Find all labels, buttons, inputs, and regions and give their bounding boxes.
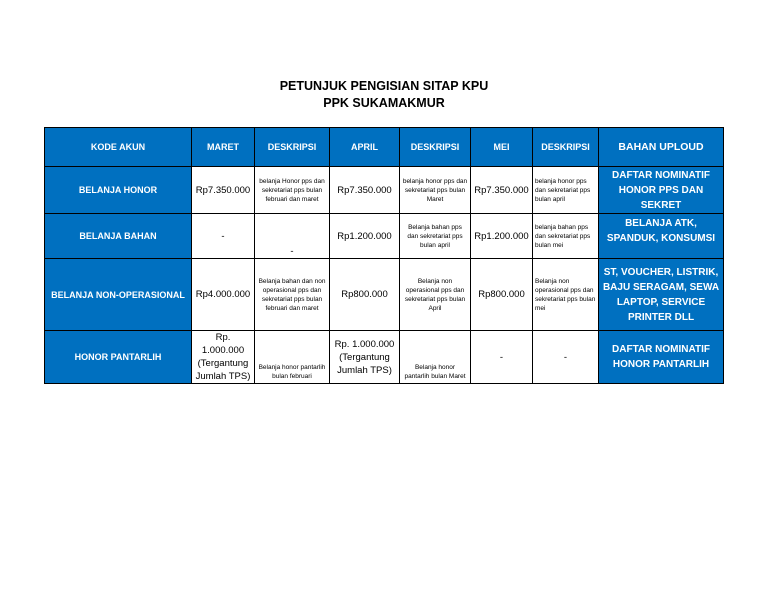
- mei-value: Rp7.350.000: [471, 167, 533, 214]
- april-value: Rp. 1.000.000 (Tergantung Jumlah TPS): [330, 331, 400, 384]
- bahan-uploud-cell: DAFTAR NOMINATIF HONOR PANTARLIH: [599, 331, 724, 384]
- header-april: APRIL: [330, 128, 400, 167]
- header-deskripsi-mei: DESKRIPSI: [533, 128, 599, 167]
- bahan-uploud-cell: DAFTAR NOMINATIF HONOR PPS DAN SEKRET: [599, 167, 724, 214]
- table-row: [45, 214, 724, 259]
- kode-akun-cell: BELANJA BAHAN: [45, 214, 192, 259]
- bahan-uploud-cell: BELANJA ATK, SPANDUK, KONSUMSI: [599, 214, 724, 259]
- maret-description: Belanja honor pantarlih bulan februari: [255, 331, 330, 384]
- april-description: Belanja non operasional pps dan sekretariat pps bulan April: [400, 259, 471, 331]
- header-row: [45, 128, 724, 167]
- april-value: Rp1.200.000: [330, 214, 400, 259]
- header-maret: MARET: [192, 128, 255, 167]
- kode-akun-cell: BELANJA HONOR: [45, 167, 192, 214]
- header-deskripsi-maret: DESKRIPSI: [255, 128, 330, 167]
- title-line-2: PPK SUKAMAKMUR: [323, 96, 445, 110]
- header-mei: MEI: [471, 128, 533, 167]
- mei-description: belanja bahan pps dan sekretariat pps bulan mei: [533, 214, 599, 259]
- maret-value: Rp. 1.000.000 (Tergantung Jumlah TPS): [192, 331, 255, 384]
- mei-value: Rp800.000: [471, 259, 533, 331]
- header-deskripsi-april: DESKRIPSI: [400, 128, 471, 167]
- maret-value: -: [192, 214, 255, 259]
- april-value: Rp800.000: [330, 259, 400, 331]
- instruction-table: [44, 127, 724, 384]
- table-row: [45, 259, 724, 331]
- maret-description: Belanja bahan dan non operasional pps dan sekretariat pps bulan februari dan maret: [255, 259, 330, 331]
- bahan-uploud-cell: ST, VOUCHER, LISTRIK, BAJU SERAGAM, SEWA LAPTOP, SERVICE PRINTER DLL: [599, 259, 724, 331]
- mei-description: -: [533, 331, 599, 384]
- table-row: [45, 331, 724, 384]
- title-line-1: PETUNJUK PENGISIAN SITAP KPU: [279, 79, 489, 93]
- table-row: [45, 167, 724, 214]
- maret-value: Rp7.350.000: [192, 167, 255, 214]
- document-title: [0, 78, 768, 112]
- maret-description: -: [255, 214, 330, 259]
- kode-akun-cell: HONOR PANTARLIH: [45, 331, 192, 384]
- mei-value: -: [471, 331, 533, 384]
- header-kode-akun: KODE AKUN: [45, 128, 192, 167]
- mei-description: Belanja non operasional pps dan sekretariat pps bulan mei: [533, 259, 599, 331]
- maret-value: Rp4.000.000: [192, 259, 255, 331]
- kode-akun-cell: BELANJA NON-OPERASIONAL: [45, 259, 192, 331]
- mei-description: belanja honor pps dan sekretariat pps bulan april: [533, 167, 599, 214]
- april-description: belanja honor pps dan sekretariat pps bulan Maret: [400, 167, 471, 214]
- maret-description: belanja Honor pps dan sekretariat pps bulan februari dan maret: [255, 167, 330, 214]
- april-description: Belanja bahan pps dan sekretariat pps bulan april: [400, 214, 471, 259]
- mei-value: Rp1.200.000: [471, 214, 533, 259]
- april-value: Rp7.350.000: [330, 167, 400, 214]
- header-bahan-uploud: BAHAN UPLOUD: [599, 128, 724, 167]
- april-description: Belanja honor pantarlih bulan Maret: [400, 331, 471, 384]
